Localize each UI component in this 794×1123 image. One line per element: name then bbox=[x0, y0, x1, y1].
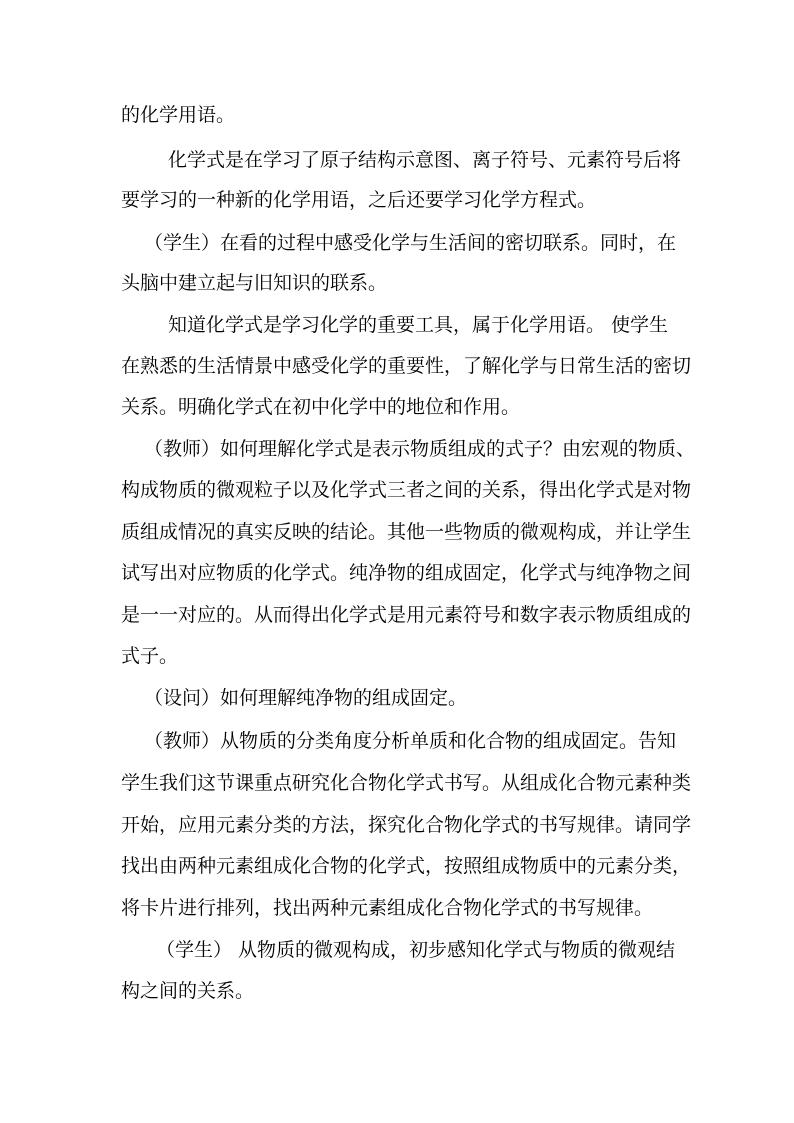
text-line: 在熟悉的生活情景中感受化学的重要性，了解化学与日常生活的密切 bbox=[121, 355, 692, 377]
text-line: （设问）如何理解纯净物的组成固定。 bbox=[144, 687, 468, 709]
text-line: （学生） 从物质的微观构成，初步感知化学式与物质的微观结 bbox=[156, 939, 676, 961]
text-line: 头脑中建立起与旧知识的联系。 bbox=[121, 272, 388, 294]
text-line: 学生我们这节课重点研究化合物化学式书写。从组成化合物元素种类 bbox=[121, 772, 692, 794]
text-line: （教师）从物质的分类角度分析单质和化合物的组成固定。告知 bbox=[144, 730, 677, 752]
text-line: 质组成情况的真实反映的结论。其他一些物质的微观构成，并让学生 bbox=[121, 521, 692, 543]
text-line: 知道化学式是学习化学的重要工具，属于化学用语。 使学生 bbox=[168, 314, 669, 336]
text-line: 开始，应用元素分类的方法，探究化合物化学式的书写规律。请同学 bbox=[121, 814, 692, 836]
text-line: （教师）如何理解化学式是表示物质组成的式子？由宏观的物质、 bbox=[144, 438, 696, 460]
text-line: 是一一对应的。从而得出化学式是用元素符号和数字表示物质组成的 bbox=[121, 604, 692, 626]
text-line: 找出由两种元素组成化合物的化学式，按照组成物质中的元素分类， bbox=[121, 855, 692, 877]
text-line: 试写出对应物质的化学式。纯净物的组成固定，化学式与纯净物之间 bbox=[121, 562, 692, 584]
text-line: 构成物质的微观粒子以及化学式三者之间的关系，得出化学式是对物 bbox=[121, 479, 692, 501]
text-line: 关系。明确化学式在初中化学中的地位和作用。 bbox=[121, 396, 521, 418]
text-line: 构之间的关系。 bbox=[121, 980, 255, 1002]
text-line: （学生）在看的过程中感受化学与生活间的密切联系。同时，在 bbox=[144, 232, 677, 254]
text-line: 式子。 bbox=[121, 645, 179, 667]
text-line: 要学习的一种新的化学用语，之后还要学习化学方程式。 bbox=[121, 189, 597, 211]
text-line: 的化学用语。 bbox=[121, 104, 236, 126]
text-line: 化学式是在学习了原子结构示意图、离子符号、元素符号后将 bbox=[168, 149, 682, 171]
text-line: 将卡片进行排列，找出两种元素组成化合物化学式的书写规律。 bbox=[121, 897, 654, 919]
